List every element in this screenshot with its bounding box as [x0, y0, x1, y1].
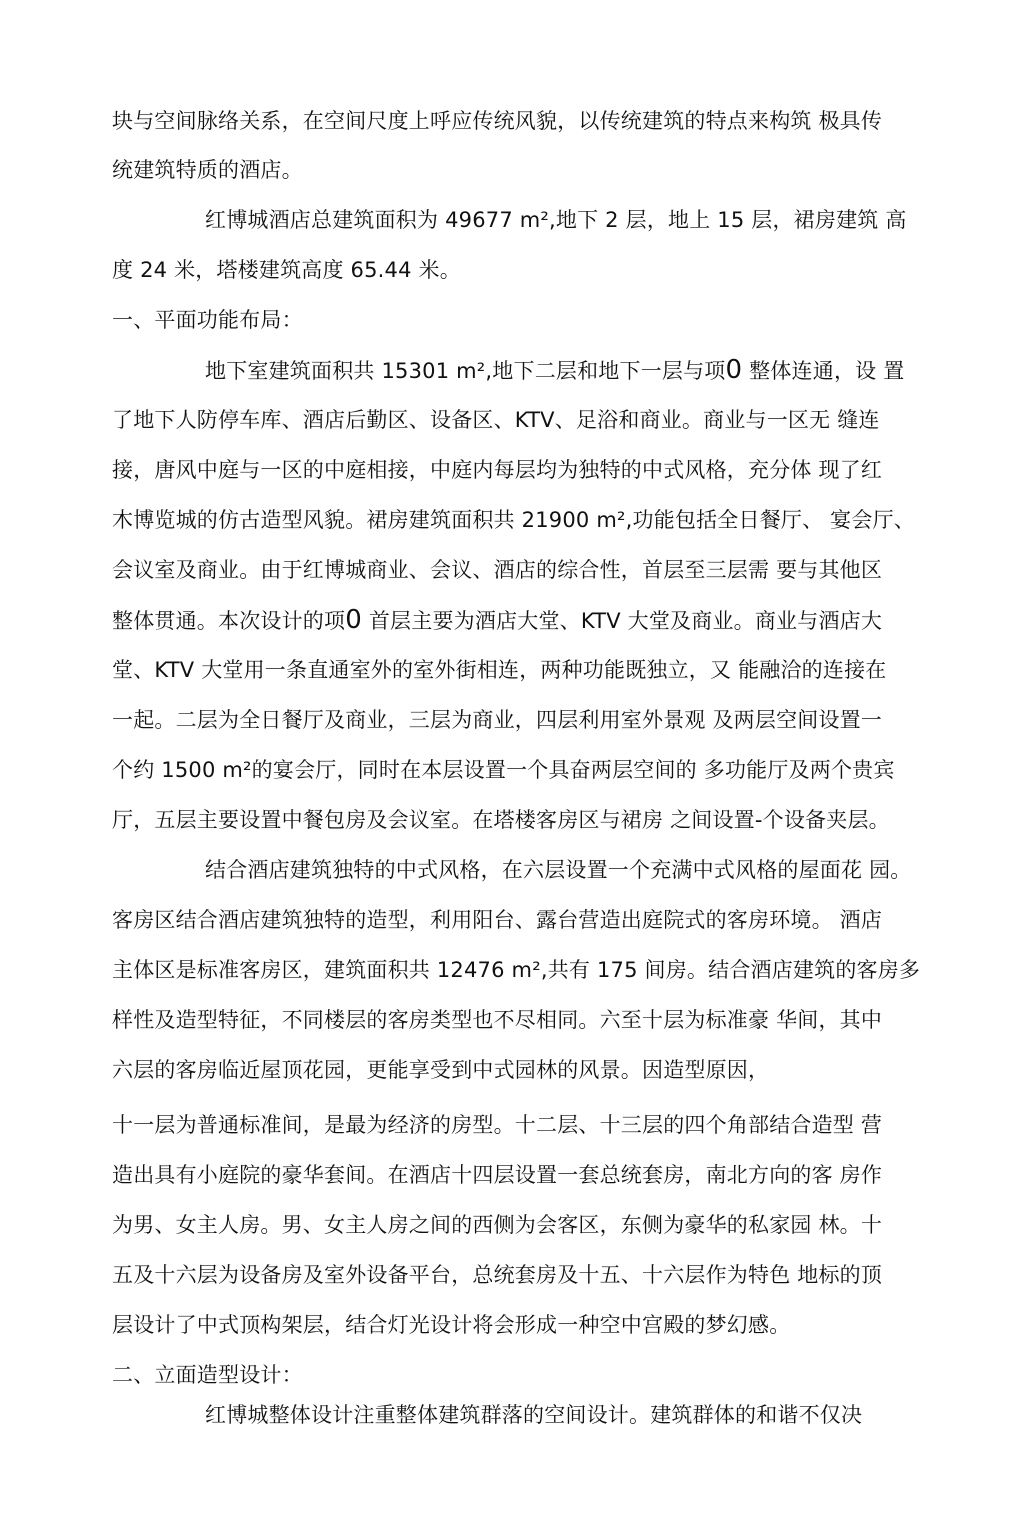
body-text-line: 厅，五层主要设置中餐包房及会议室。在塔楼客房区与裙房 之间设置-个设备夹层。	[112, 808, 890, 832]
body-text-line: 红博城酒店总建筑面积为 49677 m²,地下 2 层，地上 15 层，裙房建筑 高	[205, 208, 907, 232]
body-text-line: 为男、女主人房。男、女主人房之间的西侧为会客区，东侧为豪华的私家园 林。十	[112, 1213, 883, 1237]
body-text-line: 造出具有小庭院的豪华套间。在酒店十四层设置一套总统套房，南北方向的客 房作	[112, 1163, 883, 1187]
section-heading: 二、立面造型设计：	[112, 1363, 303, 1387]
text-glyph: 0	[345, 605, 362, 635]
body-text-line: 红博城整体设计注重整体建筑群落的空间设计。建筑群体的和谐不仅决	[205, 1403, 863, 1427]
text-segment: 整体贯通。本次设计的项	[112, 609, 346, 633]
body-text-line: 木博览城的仿古造型风貌。裙房建筑面积共 21900 m²,功能包括全日餐厅、 宴会厅、	[112, 508, 915, 532]
body-text-line: 接，唐风中庭与一区的中庭相接，中庭内每层均为独特的中式风格，充分体 现了红	[112, 458, 883, 482]
body-text-line: 度 24 米，塔楼建筑高度 65.44 米。	[112, 258, 461, 282]
text-segment: 地下室建筑面积共 15301 m²,地下二层和地下一层与项	[205, 359, 726, 383]
body-text-line: 五及十六层为设备房及室外设备平台，总统套房及十五、十六层作为特色 地标的顶	[112, 1263, 883, 1287]
body-text-line: 十一层为普通标准间，是最为经济的房型。十二层、十三层的四个角部结合造型 营	[112, 1113, 883, 1137]
body-text-line: 主体区是标准客房区，建筑面积共 12476 m²,共有 175 间房。结合酒店建筑的客房多	[112, 958, 921, 982]
section-heading: 一、平面功能布局：	[112, 308, 303, 332]
text-segment: 首层主要为酒店大堂、KTV 大堂及商业。商业与酒店大	[368, 609, 883, 633]
body-text-line: 客房区结合酒店建筑独特的造型，利用阳台、露台营造出庭院式的客房环境。 酒店	[112, 908, 883, 932]
body-text-line	[205, 355, 915, 386]
body-text-line: 个约 1500 m²的宴会厅，同时在本层设置一个具奋两层空间的 多功能厅及两个贵宾	[112, 758, 895, 782]
body-text-line: 了地下人防停车库、酒店后勤区、设备区、KTV、足浴和商业。商业与一区无 缝连	[112, 408, 880, 432]
body-text-line: 六层的客房临近屋顶花园，更能享受到中式园林的风景。因造型原因，	[112, 1058, 770, 1082]
body-text-line: 堂、KTV 大堂用一条直通室外的室外街相连，两种功能既独立，又 能融洽的连接在	[112, 658, 887, 682]
body-text-line	[112, 605, 912, 636]
body-text-line: 结合酒店建筑独特的中式风格，在六层设置一个充满中式风格的屋面花 园。	[205, 858, 912, 882]
text-glyph: 0	[725, 355, 743, 385]
body-text-line: 会议室及商业。由于红博城商业、会议、酒店的综合性，首层至三层需 要与其他区	[112, 558, 883, 582]
body-text-line: 一起。二层为全日餐厅及商业，三层为商业，四层利用室外景观 及两层空间设置一	[112, 708, 883, 732]
body-text-line: 块与空间脉络关系，在空间尺度上呼应传统风貌，以传统建筑的特点来构筑 极具传	[112, 109, 883, 133]
text-segment: 整体连通，设 置	[749, 359, 905, 383]
body-text-line: 层设计了中式顶构架层，结合灯光设计将会形成一种空中宫殿的梦幻感。	[112, 1313, 791, 1337]
body-text-line: 统建筑特质的酒店。	[112, 158, 303, 182]
body-text-line: 样性及造型特征，不同楼层的客房类型也不尽相同。六至十层为标准豪 华间，其中	[112, 1008, 883, 1032]
